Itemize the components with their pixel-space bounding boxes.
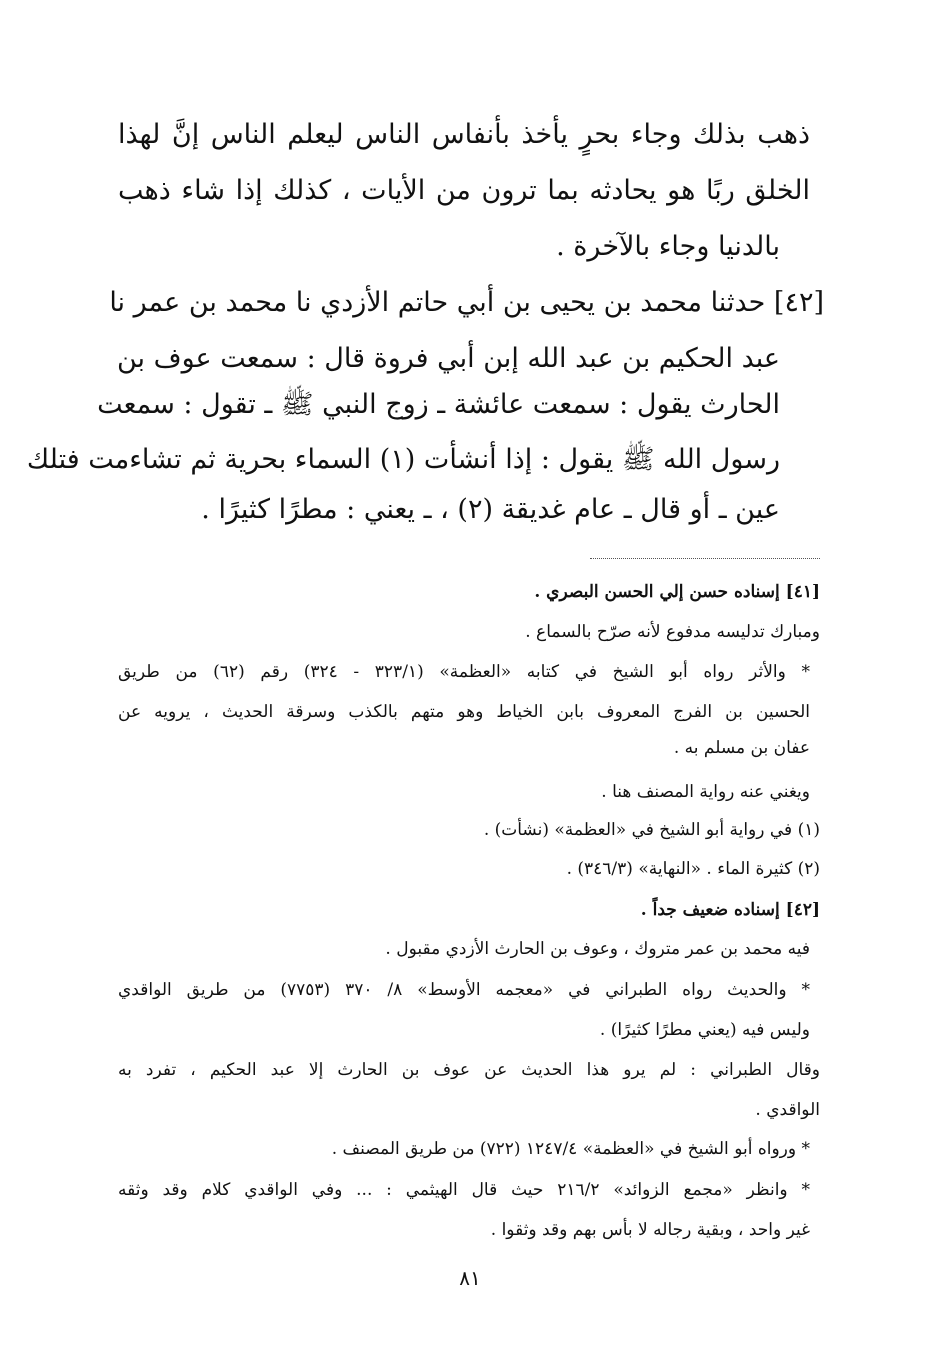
footnote-heading-41: [٤١] إسناده حسن إلي الحسن البصري . <box>534 582 820 602</box>
footnote-heading-42: [٤٢] إسناده ضعيف جداً . <box>640 900 820 920</box>
footnote-line: الواقدي . <box>755 1100 820 1120</box>
footnote-line: ويغني عنه رواية المصنف هنا . <box>601 782 810 802</box>
footnote-line: * والحديث رواه الطبراني في «معجمه الأوسط» ٨/ ٣٧٠ (٧٧٥٣) من طريق الواقدي <box>118 980 810 1000</box>
page-number: ٨١ <box>459 1266 481 1290</box>
footnote-line: * والأثر رواه أبو الشيخ في كتابه «العظمة» (٣٢٣/١ - ٣٢٤) رقم (٦٢) من طريق <box>118 662 810 682</box>
footnote-line: فيه محمد بن عمر متروك ، وعوف بن الحارث الأزدي مقبول . <box>385 939 810 959</box>
footnote-line: وقال الطبراني : لم يرو هذا الحديث عن عوف بن الحارث إلا عبد الحكيم ، تفرد به <box>118 1060 820 1080</box>
footnote-line: وليس فيه (يعني مطرًا كثيرًا) . <box>599 1020 810 1040</box>
footnote-line: * ورواه أبو الشيخ في «العظمة» ١٢٤٧/٤ (٧٢٢) من طريق المصنف . <box>331 1139 810 1159</box>
main-text-line: [٤٢] حدثنا محمد بن يحيى بن أبي حاتم الأزدي نا محمد بن عمر نا <box>109 287 824 318</box>
footnote-line: ومبارك تدليسه مدفوع لأنه صرّح بالسماع . <box>525 622 820 642</box>
main-text-line: بالدنيا وجاء بالآخرة . <box>556 231 780 262</box>
footnote-2: (٢) كثيرة الماء . «النهاية» (٣٤٦/٣) . <box>566 859 820 879</box>
main-text-line: عبد الحكيم بن عبد الله إبن أبي فروة قال : سمعت عوف بن <box>116 343 780 374</box>
footnote-line: * وانظر «مجمع الزوائد» ٢١٦/٢ حيث قال الهيثمي : ... وفي الواقدي كلام وقد وثقه <box>118 1180 810 1200</box>
main-text-line: الحارث يقول : سمعت عائشة ـ زوج النبي ﷺ ـ تقول : سمعت <box>97 389 780 420</box>
main-text-line: رسول الله ﷺ يقول : إذا أنشأت (١) السماء بحرية ثم تشاءمت فتلك <box>26 444 780 475</box>
footnote-separator <box>590 558 820 559</box>
footnote-line: غير واحد ، وبقية رجاله لا بأس بهم وقد وثقوا . <box>490 1220 810 1240</box>
main-text-line: ذهب بذلك وجاء بحرٍ يأخذ بأنفاس الناس ليعلم الناس إنَّ لهذا <box>118 119 810 150</box>
main-text-line: الخلق ربًا هو يحادثه بما ترون من الأيات ، كذلك إذا شاء ذهب <box>118 175 810 206</box>
main-text-line: عين ـ أو قال ـ عام غديقة (٢) ، ـ يعني : مطرًا كثيرًا . <box>201 494 780 525</box>
footnote-line: عفان بن مسلم به . <box>673 738 810 758</box>
footnote-1: (١) في رواية أبو الشيخ في «العظمة» (نشأت) . <box>483 820 820 840</box>
footnote-line: الحسين بن الفرج المعروف بابن الخياط وهو متهم بالكذب وسرقة الحديث ، يرويه عن <box>118 702 810 722</box>
